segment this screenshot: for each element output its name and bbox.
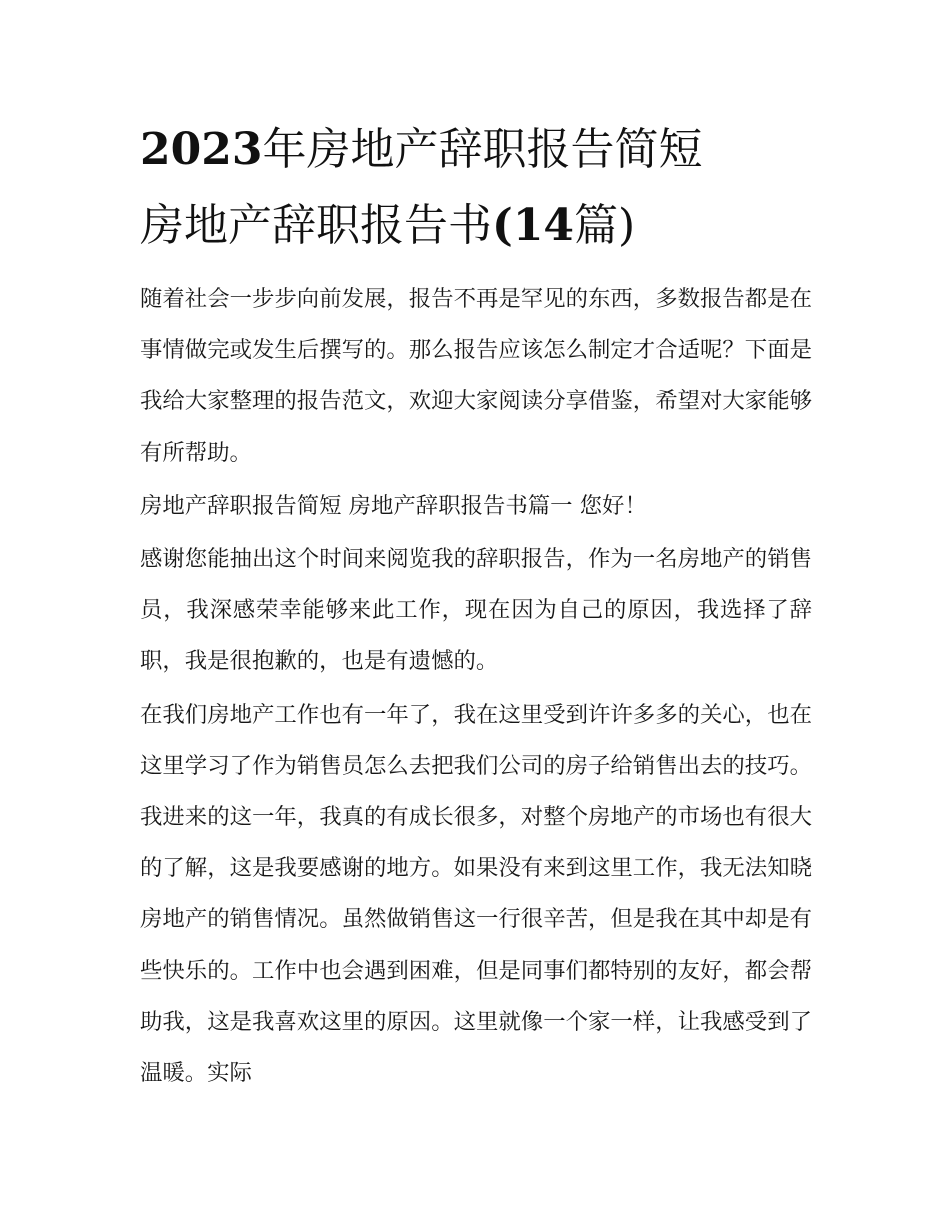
title-line-2-text: 房地产辞职报告书	[140, 200, 492, 251]
title-line-1-text: 年房地产辞职报告简短	[262, 124, 703, 175]
document-title	[140, 112, 812, 264]
document-page	[140, 112, 812, 1101]
paragraph-intro: 随着社会一步步向前发展，报告不再是罕见的东西，多数报告都是在事情做完或发生后撰写的。那么报告应该怎么制定才合适呢？下面是我给大家整理的报告范文，欢迎大家阅读分享借鉴，希望对大家能够有所帮助。	[140, 286, 812, 466]
paragraph-thanks: 感谢您能抽出这个时间来阅览我的辞职报告，作为一名房地产的销售员，我深感荣幸能够来此工作，现在因为自己的原因，我选择了辞职，我是很抱歉的，也是有遗憾的。	[140, 546, 812, 675]
title-count: (14	[492, 200, 575, 251]
title-line-1	[140, 112, 812, 188]
paragraph-heading-greeting: 房地产辞职报告简短 房地产辞职报告书篇一 您好！	[140, 492, 647, 519]
title-line-2	[140, 188, 812, 264]
document-body	[140, 274, 812, 1099]
paragraph-experience: 在我们房地产工作也有一年了，我在这里受到许许多多的关心，也在这里学习了作为销售员怎么去把我们公司的房子给销售出去的技巧。我进来的这一年，我真的有成长很多，对整个房地产的市场也有很大的了解，这是我要感谢的地方。如果没有来到这里工作，我无法知晓房地产的销售情况。虽然做销售这一行很辛苦，但是我在其中却是有些快乐的。工作中也会遇到困难，但是同事们都特别的友好，都会帮助我，这是我喜欢这里的原因。这里就像一个家一样，让我感受到了温暖。实际	[140, 701, 812, 1087]
title-line-2-end: 篇)	[574, 200, 636, 251]
title-year: 2023	[140, 124, 263, 175]
